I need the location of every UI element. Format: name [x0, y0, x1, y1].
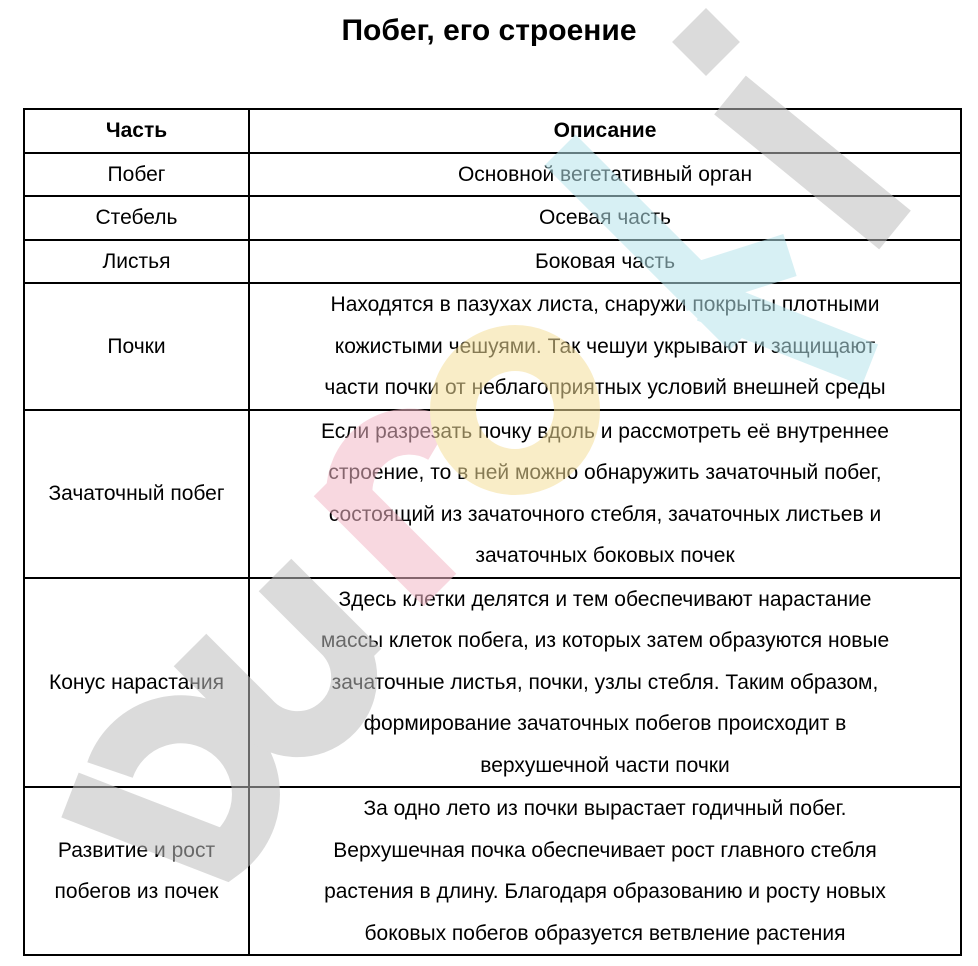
- description-line: зачаточных боковых почек: [475, 544, 735, 567]
- table-row: [24, 410, 961, 578]
- page-title: Побег, его строение: [341, 14, 637, 47]
- cell-part: Стебель: [24, 196, 249, 240]
- cell-description: [249, 283, 961, 410]
- description-line: строение, то в ней можно обнаружить зачаточный побег,: [328, 461, 882, 484]
- cell-description: [249, 153, 961, 197]
- description-line: зачаточные листья, почки, узлы стебля. Таким образом,: [331, 670, 879, 694]
- description-line: растения в длину. Благодаря образованию и росту новых: [324, 880, 886, 903]
- cell-description: [249, 578, 961, 788]
- description-line: верхушечной части почки: [480, 753, 730, 777]
- description-line: боковых побегов образуется ветвление растения: [364, 921, 846, 945]
- description-line: Верхушечная почка обеспечивает рост главного стебля: [333, 838, 877, 862]
- description-line: массы клеток побега, из которых затем образуются новые: [320, 629, 890, 652]
- cell-part: Зачаточный побег: [24, 410, 249, 578]
- table-row: [24, 196, 961, 240]
- part-line: побегов из почек: [54, 880, 219, 903]
- cell-part: Почки: [24, 283, 249, 410]
- description-line: части почки от неблагоприятных условий внешней среды: [324, 376, 886, 399]
- description-line: Основной вегетативный орган: [457, 162, 753, 186]
- cell-part: [24, 787, 249, 955]
- table-row: [24, 283, 961, 410]
- table-row: [24, 578, 961, 788]
- description-line: Если разрезать почку вдоль и рассмотреть её внутреннее: [321, 419, 889, 443]
- cell-description: [249, 787, 961, 955]
- table-header-row: [24, 109, 961, 153]
- cell-part: Конус нарастания: [24, 578, 249, 788]
- cell-part: Листья: [24, 240, 249, 284]
- description-line: Находятся в пазухах листа, снаружи покрыты плотными: [330, 293, 880, 316]
- table-row: [24, 240, 961, 284]
- description-line: формирование зачаточных побегов происходит в: [363, 712, 847, 735]
- description-line: состоящий из зачаточного стебля, зачаточных листьев и: [328, 502, 882, 526]
- header-description: Описание: [249, 109, 961, 153]
- shoot-structure-table: [23, 108, 962, 956]
- description-line: Осевая часть: [539, 206, 671, 229]
- description-line: Здесь клетки делятся и тем обеспечивают нарастание: [338, 587, 872, 611]
- cell-description: [249, 410, 961, 578]
- table-row: [24, 153, 961, 197]
- cell-description: [249, 196, 961, 240]
- cell-description: [249, 240, 961, 284]
- part-line: Развитие и рост: [57, 838, 216, 862]
- cell-part: Побег: [24, 153, 249, 197]
- description-line: За одно лето из почки вырастает годичный побег.: [363, 797, 847, 820]
- description-line: Боковая часть: [534, 249, 676, 273]
- header-part: Часть: [24, 109, 249, 153]
- description-line: кожистыми чешуями. Так чешуи укрывают и защищают: [334, 334, 876, 358]
- table-row: [24, 787, 961, 955]
